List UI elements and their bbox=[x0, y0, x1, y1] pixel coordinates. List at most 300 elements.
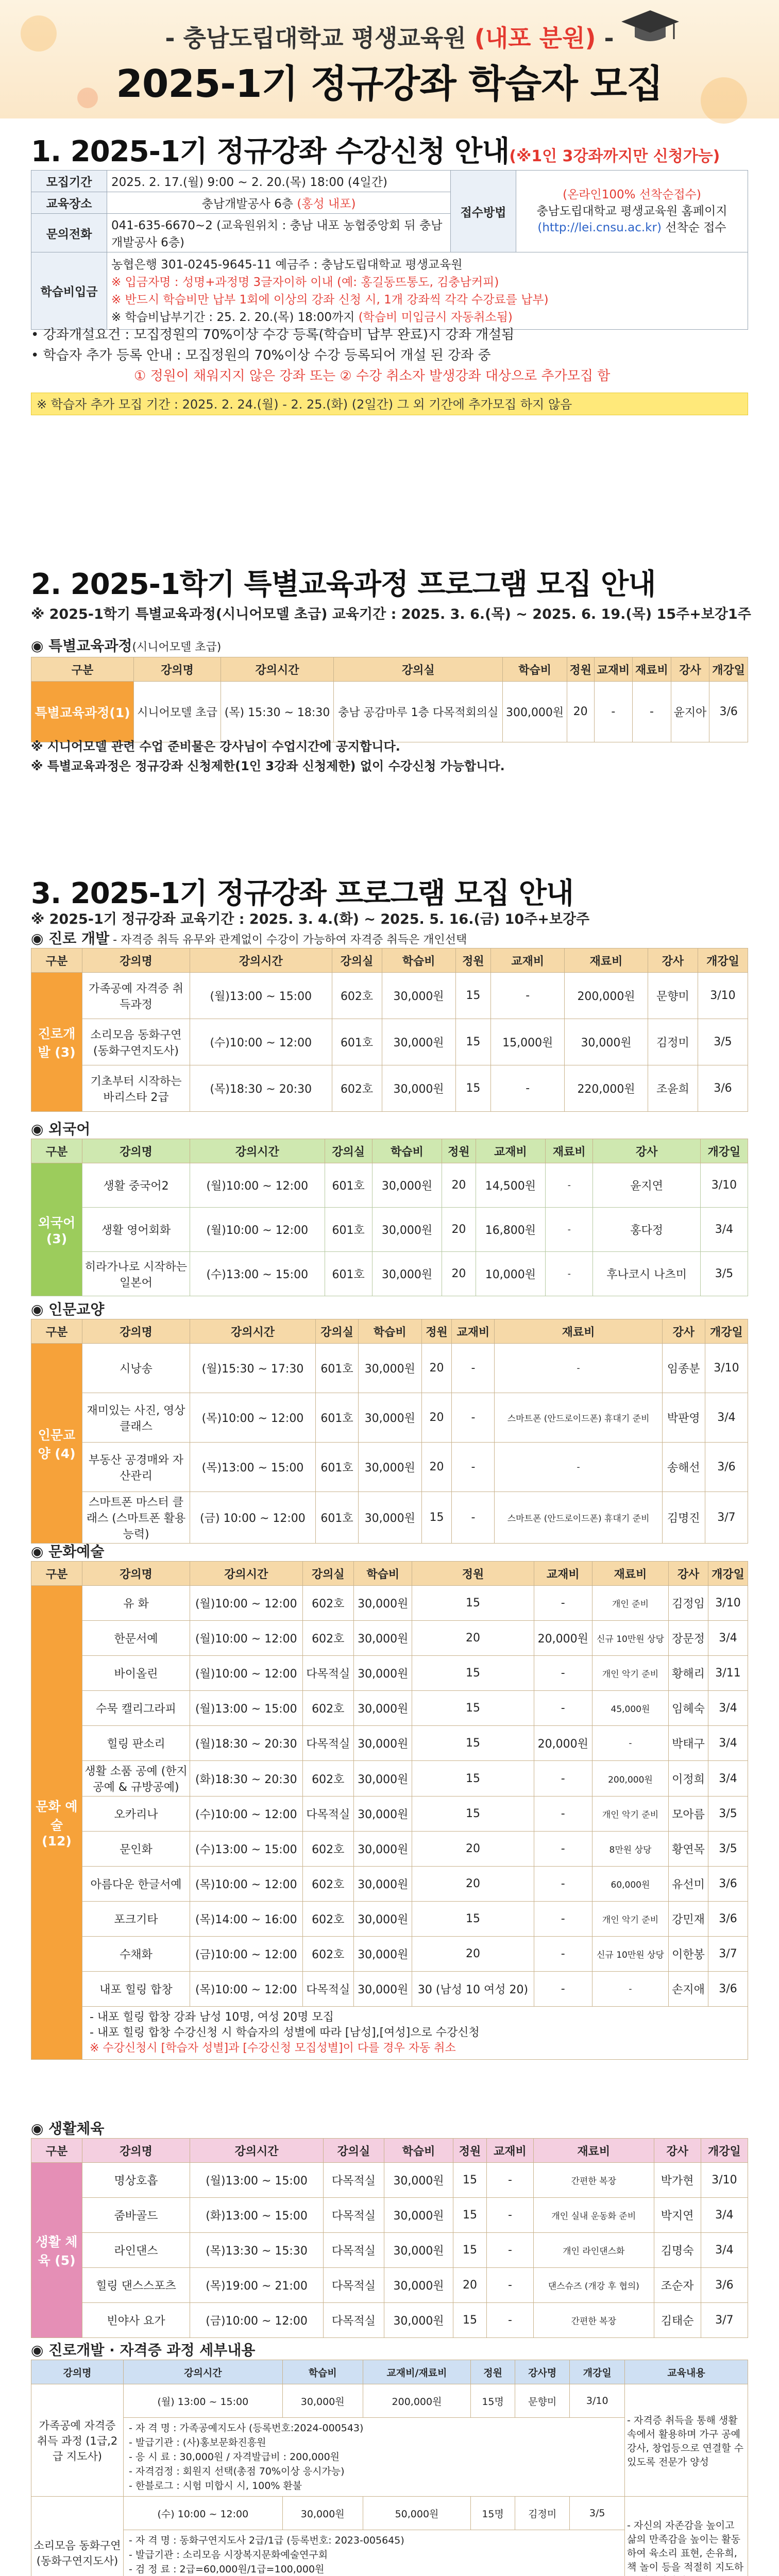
table-cell: 후나코시 나츠미 bbox=[593, 1252, 701, 1296]
table-cell: 30,000원 bbox=[354, 1937, 412, 1972]
column-header: 교재비 bbox=[486, 2139, 533, 2163]
column-header: 재료비 bbox=[495, 1319, 662, 1344]
table-cell: 힐링 판소리 bbox=[82, 1726, 190, 1761]
table-cell: 박태구 bbox=[669, 1726, 708, 1761]
column-header: 구분 bbox=[31, 948, 82, 973]
table-cell: 15 bbox=[453, 2198, 487, 2233]
table-cell: (목)10:00 ~ 12:00 bbox=[190, 1393, 316, 1443]
table-row bbox=[31, 2384, 748, 2418]
table-cell: 특별교육과정(1) bbox=[31, 682, 134, 742]
table-cell: 30,000원 bbox=[354, 1726, 412, 1761]
table-row bbox=[31, 682, 748, 742]
column-header: 정원 bbox=[567, 657, 594, 682]
table-cell: 3/6 bbox=[705, 1443, 748, 1492]
table-cell: 20 bbox=[442, 1163, 476, 1208]
table-cell: 30,000원 bbox=[384, 2163, 453, 2198]
table-cell: 602호 bbox=[302, 1867, 353, 1902]
header-banner bbox=[0, 0, 779, 118]
table-cell: 임종분 bbox=[662, 1344, 705, 1393]
choir-note: - 내포 힐링 합창 수강신청 시 학습자의 성별에 따라 [남성],[여성]으로 수강신청 bbox=[90, 2026, 480, 2039]
table-cell: - bbox=[534, 1972, 592, 2007]
table-cell: 601호 bbox=[332, 1019, 382, 1065]
table-cell: 3/4 bbox=[700, 1208, 748, 1252]
table-cell: 3/6 bbox=[708, 1972, 748, 2007]
column-header: 교재비 bbox=[452, 1319, 495, 1344]
table-cell: - bbox=[495, 1344, 662, 1393]
table-cell: 30,000원 bbox=[382, 1065, 455, 1112]
table-cell: 30,000원 bbox=[354, 1656, 412, 1691]
table-cell: 15 bbox=[455, 1019, 491, 1065]
page-title: 2025-1기 정규강좌 학습자 모집 bbox=[116, 62, 663, 106]
table-cell: 3/11 bbox=[708, 1656, 748, 1691]
table-cell: (수)10:00 ~ 12:00 bbox=[190, 1019, 332, 1065]
column-header: 개강일 bbox=[701, 2139, 748, 2163]
column-header: 개강일 bbox=[698, 948, 748, 973]
table-cell: (월)18:30 ~ 20:30 bbox=[190, 1726, 303, 1761]
table-cell: 시니어모델 초급 bbox=[134, 682, 221, 742]
table-cell: 30 (남성 10 여성 20) bbox=[412, 1972, 534, 2007]
table-cell: 20 bbox=[412, 1621, 534, 1656]
section3-title: 3. 2025-1기 정규강좌 프로그램 모집 안내 bbox=[31, 877, 574, 910]
sports-course-table bbox=[31, 2138, 748, 2338]
table-cell: 601호 bbox=[315, 1443, 358, 1492]
table-cell: 30,000원 bbox=[354, 1621, 412, 1656]
table-cell: 30,000원 bbox=[354, 1691, 412, 1726]
table-cell: 댄스슈즈 (개강 후 협의) bbox=[534, 2268, 654, 2303]
column-header: 교재비/재료비 bbox=[363, 2360, 471, 2384]
table-cell: 임헤숙 bbox=[669, 1691, 708, 1726]
table-cell: 3/10 bbox=[708, 1586, 748, 1621]
table-cell: (목)13:00 ~ 15:00 bbox=[190, 1443, 316, 1492]
table-cell: 유 화 bbox=[82, 1586, 190, 1621]
table-header bbox=[31, 657, 748, 682]
table-cell: - bbox=[452, 1443, 495, 1492]
table-cell: 개인 준비 bbox=[592, 1586, 668, 1621]
column-header: 개강일 bbox=[705, 1319, 748, 1344]
table-cell: 30,000원 bbox=[354, 1586, 412, 1621]
table-cell: 가족공예 자격증 취득과정 bbox=[82, 973, 190, 1019]
column-header: 강의명 bbox=[134, 657, 221, 682]
table-cell: 재미있는 사진, 영상 클래스 bbox=[82, 1393, 190, 1443]
table-cell: - bbox=[486, 2198, 533, 2233]
column-header: 학습비 bbox=[382, 948, 455, 973]
table-row bbox=[31, 1163, 748, 1208]
table-cell: (목)19:00 ~ 21:00 bbox=[190, 2268, 324, 2303]
category-cell: 진로개발 (3) bbox=[31, 973, 82, 1112]
table-cell: 15 bbox=[412, 1761, 534, 1797]
table-cell: 30,000원 bbox=[372, 1208, 442, 1252]
column-header: 학습비 bbox=[384, 2139, 453, 2163]
column-header: 강의실 bbox=[334, 657, 503, 682]
table-cell: 15명 bbox=[471, 2497, 515, 2530]
table-cell: 윤지연 bbox=[593, 1163, 701, 1208]
table-cell: - bbox=[491, 1065, 565, 1112]
column-header: 개강일 bbox=[700, 1139, 748, 1163]
table-cell: (월)13:00 ~ 15:00 bbox=[190, 2163, 324, 2198]
table-cell: (목)10:00 ~ 12:00 bbox=[190, 1972, 303, 2007]
column-header: 강의명 bbox=[82, 1562, 190, 1586]
table-row bbox=[31, 1621, 748, 1656]
certificate-info-line: - 한블로그 : 시험 미합시 시, 100% 환불 bbox=[129, 2480, 302, 2492]
column-header: 강의실 bbox=[302, 1562, 353, 1586]
section2-title: 2. 2025-1학기 특별교육과정 프로그램 모집 안내 bbox=[31, 568, 656, 601]
table-header bbox=[31, 2360, 748, 2384]
column-header: 강사 bbox=[669, 1562, 708, 1586]
table-cell: (수) 10:00 ~ 12:00 bbox=[124, 2497, 283, 2530]
column-header: 정원 bbox=[421, 1319, 452, 1344]
table-cell: (금)10:00 ~ 12:00 bbox=[190, 1937, 303, 1972]
language-heading: ◉ 외국어 bbox=[31, 1121, 91, 1138]
table-cell: 3/5 bbox=[570, 2497, 625, 2530]
column-header: 강의실 bbox=[325, 1139, 372, 1163]
table-cell: 송해선 bbox=[662, 1443, 705, 1492]
table-cell: 유선미 bbox=[669, 1867, 708, 1902]
certificate-info-line: - 자 격 명 : 가족공예지도사 (등록번호:2024-000543) bbox=[129, 2422, 364, 2434]
table-cell: 30,000원 bbox=[384, 2198, 453, 2233]
column-header: 정원 bbox=[471, 2360, 515, 2384]
table-cell: 박판영 bbox=[662, 1393, 705, 1443]
table-cell: 30,000원 bbox=[382, 973, 455, 1019]
table-cell: 간편한 복장 bbox=[534, 2163, 654, 2198]
column-header: 구분 bbox=[31, 1562, 82, 1586]
table-row bbox=[31, 1208, 748, 1252]
table-cell: 김정미 bbox=[648, 1019, 698, 1065]
table-cell: 30,000원 bbox=[354, 1867, 412, 1902]
table-cell: 15 bbox=[453, 2303, 487, 2338]
career-heading: ◉ 진로 개발 - 자격증 취득 유무와 관계없이 수강이 가능하여 자격증 취득은 개인선택 bbox=[31, 930, 467, 947]
table-cell: - bbox=[546, 1252, 593, 1296]
category-cell: 인문교양 (4) bbox=[31, 1344, 82, 1544]
table-row bbox=[31, 1726, 748, 1761]
table-row bbox=[31, 1019, 748, 1065]
certificate-detail-table bbox=[31, 2360, 748, 2576]
column-header: 학습비 bbox=[354, 1562, 412, 1586]
table-cell: 601호 bbox=[315, 1393, 358, 1443]
culture-heading: ◉ 문화예술 bbox=[31, 1543, 105, 1560]
table-cell: 한문서예 bbox=[82, 1621, 190, 1656]
certificate-info-line: - 발급기관 : 소리모음 시장복지문화예술연구회 bbox=[129, 2549, 328, 2561]
table-cell: 히라가나로 시작하는 일본어 bbox=[82, 1252, 190, 1296]
label-apply: 접수방법 bbox=[451, 171, 516, 252]
table-cell: (월)13:00 ~ 15:00 bbox=[190, 973, 332, 1019]
table-row bbox=[31, 2163, 748, 2198]
column-header: 재료비 bbox=[546, 1139, 593, 1163]
table-cell: 14,500원 bbox=[476, 1163, 546, 1208]
table-cell: - bbox=[534, 1761, 592, 1797]
table-cell: 200,000원 bbox=[592, 1761, 668, 1797]
table-cell: 602호 bbox=[332, 1065, 382, 1112]
table-cell: (월)10:00 ~ 12:00 bbox=[190, 1163, 325, 1208]
table-cell: 15 bbox=[455, 973, 491, 1019]
table-cell: 개인 악기 준비 bbox=[592, 1656, 668, 1691]
table-cell: 20 bbox=[412, 1937, 534, 1972]
table-cell: - bbox=[491, 973, 565, 1019]
table-cell: (금)10:00 ~ 12:00 bbox=[190, 2303, 324, 2338]
table-cell: 다목적실 bbox=[324, 2233, 384, 2268]
table-cell: (목)13:30 ~ 15:30 bbox=[190, 2233, 324, 2268]
table-cell: 황해리 bbox=[669, 1656, 708, 1691]
table-cell: 300,000원 bbox=[503, 682, 567, 742]
table-cell: 200,000원 bbox=[363, 2384, 471, 2418]
table-cell: 김명숙 bbox=[654, 2233, 701, 2268]
table-cell: 30,000원 bbox=[359, 1344, 421, 1393]
course-name-cell: 소리모음 동화구연 (동화구연지도사) bbox=[31, 2497, 124, 2576]
table-cell: - bbox=[546, 1163, 593, 1208]
table-cell: 20 bbox=[412, 1867, 534, 1902]
table-cell: 15 bbox=[453, 2163, 487, 2198]
column-header: 강의명 bbox=[31, 2360, 124, 2384]
column-header: 정원 bbox=[442, 1139, 476, 1163]
section3-period: ※ 2025-1기 정규강좌 교육기간 : 2025. 3. 4.(화) ~ 2025. 5. 16.(금) 10주+보강주 bbox=[31, 911, 590, 927]
column-header: 교재비 bbox=[534, 1562, 592, 1586]
column-header: 강사 bbox=[648, 948, 698, 973]
table-cell: 이정희 bbox=[669, 1761, 708, 1797]
table-cell: - bbox=[495, 1443, 662, 1492]
table-cell: (월) 13:00 ~ 15:00 bbox=[124, 2384, 283, 2418]
table-cell: 3/4 bbox=[708, 1621, 748, 1656]
table-cell: 다목적실 bbox=[302, 1972, 353, 2007]
column-header: 정원 bbox=[453, 2139, 487, 2163]
table-cell: (월)15:30 ~ 17:30 bbox=[190, 1344, 316, 1393]
table-cell: 3/6 bbox=[709, 682, 748, 742]
choir-notes bbox=[82, 2007, 748, 2060]
table-row bbox=[31, 1656, 748, 1691]
table-cell: 20 bbox=[442, 1208, 476, 1252]
table-cell: 220,000원 bbox=[565, 1065, 648, 1112]
table-cell: - bbox=[452, 1344, 495, 1393]
table-cell: - bbox=[534, 1586, 592, 1621]
table-header bbox=[31, 1139, 748, 1163]
table-cell: - bbox=[534, 1656, 592, 1691]
column-header: 재료비 bbox=[592, 1562, 668, 1586]
choir-note: ※ 수강신청시 [학습자 성별]과 [수강신청 모집성별]이 다를 경우 자동 취소 bbox=[90, 2042, 456, 2055]
table-cell: 30,000원 bbox=[372, 1252, 442, 1296]
table-cell: - bbox=[534, 1867, 592, 1902]
table-cell: 10,000원 bbox=[476, 1252, 546, 1296]
table-cell: 줌바골드 bbox=[82, 2198, 190, 2233]
column-header: 강사 bbox=[654, 2139, 701, 2163]
registration-info-table bbox=[31, 170, 748, 330]
table-cell: - bbox=[486, 2268, 533, 2303]
table-cell: (월)10:00 ~ 12:00 bbox=[190, 1621, 303, 1656]
career-course-table bbox=[31, 948, 748, 1112]
table-cell: 조윤희 bbox=[648, 1065, 698, 1112]
column-header: 강사 bbox=[593, 1139, 701, 1163]
table-cell: - bbox=[534, 1902, 592, 1937]
humanities-heading: ◉ 인문교양 bbox=[31, 1301, 105, 1318]
table-cell: 200,000원 bbox=[565, 973, 648, 1019]
section1-title: 1. 2025-1기 정규강좌 수강신청 안내(※1인 3강좌까지만 신청가능) bbox=[31, 135, 720, 168]
column-header: 강의명 bbox=[82, 948, 190, 973]
table-row bbox=[31, 1586, 748, 1621]
column-header: 개강일 bbox=[708, 1562, 748, 1586]
table-cell: 김태순 bbox=[654, 2303, 701, 2338]
table-cell: 602호 bbox=[302, 1691, 353, 1726]
table-cell: 30,000원 bbox=[282, 2384, 363, 2418]
value-place: 충남개발공사 6층 (홍성 내포) bbox=[107, 192, 451, 214]
table-cell: (수)13:00 ~ 15:00 bbox=[190, 1832, 303, 1867]
table-cell: 아름다운 한글서예 bbox=[82, 1867, 190, 1902]
table-cell: 602호 bbox=[302, 1902, 353, 1937]
column-header: 재료비 bbox=[633, 657, 671, 682]
table-cell: 3/6 bbox=[698, 1065, 748, 1112]
category-cell: 생활 체육 (5) bbox=[31, 2163, 82, 2338]
table-cell: 박가현 bbox=[654, 2163, 701, 2198]
table-cell: 다목적실 bbox=[302, 1726, 353, 1761]
table-cell: 스마트폰 (안드로이드폰) 휴대기 준비 bbox=[495, 1393, 662, 1443]
table-row bbox=[31, 1065, 748, 1112]
table-cell: 30,000원 bbox=[282, 2497, 363, 2530]
table-cell: 다목적실 bbox=[302, 1656, 353, 1691]
table-cell: 3/4 bbox=[708, 1761, 748, 1797]
value-fee: 농협은행 301-0245-9645-11 예금주 : 충남도립대학교 평생교육원 ※ 입금자명 : 성명+과정명 3글자이하 이내 (예: 홍길동뜨통도, 김충남커피) ※ 반드시 학습비만 납부 1회에 이상의 강좌 신청 시, 1개 강좌씩 각각 수강료를 납부) ※ 학습비납부기간 : 25. 2. 20.(목) 18:00까지 (학습비 미입금시 자동취소됨) bbox=[107, 252, 748, 330]
table-cell: 602호 bbox=[302, 1586, 353, 1621]
table-cell: 박지연 bbox=[654, 2198, 701, 2233]
table-cell: 30,000원 bbox=[372, 1163, 442, 1208]
column-header: 강사명 bbox=[515, 2360, 569, 2384]
table-cell: 3/4 bbox=[708, 1726, 748, 1761]
table-cell: 3/4 bbox=[701, 2233, 748, 2268]
table-cell: 15 bbox=[421, 1492, 452, 1544]
column-header: 구분 bbox=[31, 1139, 82, 1163]
table-row bbox=[31, 1937, 748, 1972]
column-header: 구분 bbox=[31, 657, 134, 682]
label-contact: 문의전화 bbox=[31, 214, 107, 252]
column-header: 강의시간 bbox=[221, 657, 334, 682]
table-row bbox=[31, 2303, 748, 2338]
table-row bbox=[31, 1492, 748, 1544]
table-cell: 20,000원 bbox=[534, 1726, 592, 1761]
column-header: 강의시간 bbox=[190, 948, 332, 973]
table-cell: 3/6 bbox=[708, 1902, 748, 1937]
table-cell: 손지애 bbox=[669, 1972, 708, 2007]
table-row bbox=[31, 1443, 748, 1492]
table-cell: 601호 bbox=[315, 1344, 358, 1393]
table-cell: 장문정 bbox=[669, 1621, 708, 1656]
label-fee: 학습비입금 bbox=[31, 252, 107, 330]
table-cell: 문향미 bbox=[648, 973, 698, 1019]
value-period: 2025. 2. 17.(월) 9:00 ~ 2. 20.(목) 18:00 (4일간) bbox=[107, 171, 451, 192]
table-cell: 16,800원 bbox=[476, 1208, 546, 1252]
column-header: 강사 bbox=[662, 1319, 705, 1344]
table-cell: - bbox=[592, 1726, 668, 1761]
humanities-course-table bbox=[31, 1319, 748, 1544]
table-cell: 김정미 bbox=[515, 2497, 569, 2530]
table-cell: (목)14:00 ~ 16:00 bbox=[190, 1902, 303, 1937]
table-cell: 15 bbox=[412, 1797, 534, 1832]
table-cell: 20 bbox=[421, 1393, 452, 1443]
table-cell: - bbox=[546, 1208, 593, 1252]
table-cell: (목) 15:30 ~ 18:30 bbox=[221, 682, 334, 742]
table-cell: 601호 bbox=[315, 1492, 358, 1544]
table-cell: - bbox=[534, 1797, 592, 1832]
section2-period: ※ 2025-1학기 특별교육과정(시니어모델 초급) 교육기간 : 2025. 3. 6.(목) ~ 2025. 6. 19.(목) 15주+보강1주 bbox=[31, 606, 751, 622]
certificate-info-cell bbox=[124, 2418, 625, 2497]
label-place: 교육장소 bbox=[31, 192, 107, 214]
column-header: 강의시간 bbox=[124, 2360, 283, 2384]
table-cell: (화)18:30 ~ 20:30 bbox=[190, 1761, 303, 1797]
column-header: 교육내용 bbox=[625, 2360, 748, 2384]
column-header: 학습비 bbox=[503, 657, 567, 682]
table-cell: 3/7 bbox=[708, 1937, 748, 1972]
table-cell: 20,000원 bbox=[534, 1621, 592, 1656]
table-cell: - bbox=[452, 1492, 495, 1544]
table-cell: 부동산 공경매와 자산관리 bbox=[82, 1443, 190, 1492]
table-cell: 윤지아 bbox=[671, 682, 709, 742]
table-cell: (금) 10:00 ~ 12:00 bbox=[190, 1492, 316, 1544]
table-cell: 모아름 bbox=[669, 1797, 708, 1832]
column-header: 교재비 bbox=[476, 1139, 546, 1163]
table-cell: 15명 bbox=[471, 2384, 515, 2418]
table-cell: 3/5 bbox=[700, 1252, 748, 1296]
table-cell: 20 bbox=[453, 2268, 487, 2303]
table-cell: 강민재 bbox=[669, 1902, 708, 1937]
value-contact: 041-635-6670~2 (교육원위치 : 충남 내포 농협중앙회 뒤 충남개발공사 6층) bbox=[107, 214, 451, 252]
table-cell: 생활 소품 공예 (한지공예 & 규방공예) bbox=[82, 1761, 190, 1797]
table-cell: 3/10 bbox=[698, 973, 748, 1019]
table-cell: 수묵 캘리그라피 bbox=[82, 1691, 190, 1726]
table-row bbox=[31, 2233, 748, 2268]
table-cell: 황연목 bbox=[669, 1832, 708, 1867]
choir-name: 내포 힐링 합창 bbox=[99, 1984, 173, 1996]
description-cell: - 자신의 자존감을 높이고 삶의 만족감을 높이는 활동하여 육소리 표현, 손유희, 책 놀이 등을 적절히 지도하 bbox=[625, 2497, 748, 2576]
table-cell: (목)18:30 ~ 20:30 bbox=[190, 1065, 332, 1112]
category-cell: 외국어 (3) bbox=[31, 1163, 82, 1296]
certificate-info-line: - 응 시 료 : 30,000원 / 자격발급비 : 200,000원 bbox=[129, 2451, 340, 2463]
table-cell: 30,000원 bbox=[354, 1797, 412, 1832]
culture-course-table bbox=[31, 1561, 748, 2060]
table-cell: 30,000원 bbox=[384, 2268, 453, 2303]
course-name-cell: 가족공예 자격증 취득 과정 (1급,2급 지도사) bbox=[31, 2384, 124, 2497]
table-row bbox=[31, 1832, 748, 1867]
table-row bbox=[31, 1344, 748, 1393]
column-header: 강의실 bbox=[332, 948, 382, 973]
column-header: 강의명 bbox=[82, 1139, 190, 1163]
table-cell: 생활 중국어2 bbox=[82, 1163, 190, 1208]
table-cell: 스마트폰 (안드로이드폰) 휴대기 준비 bbox=[495, 1492, 662, 1544]
additional-recruitment-banner: ※ 학습자 추가 모집 기간 : 2025. 2. 24.(월) - 2. 25.(화) (2일간) 그 외 기간에 추가모집 하지 않음 bbox=[31, 393, 748, 415]
category-cell: 문화 예술 (12) bbox=[31, 1586, 82, 2060]
table-row bbox=[31, 1252, 748, 1296]
label-period: 모집기간 bbox=[31, 171, 107, 192]
table-header bbox=[31, 948, 748, 973]
table-cell: (월)10:00 ~ 12:00 bbox=[190, 1586, 303, 1621]
table-cell: - bbox=[486, 2163, 533, 2198]
table-cell: - bbox=[633, 682, 671, 742]
column-header: 학습비 bbox=[359, 1319, 421, 1344]
certificate-info-line: - 검 정 료 : 2급=60,000원/1급=100,000원 bbox=[129, 2564, 325, 2575]
column-header: 강의시간 bbox=[190, 1319, 316, 1344]
table-cell: 3/7 bbox=[705, 1492, 748, 1544]
column-header: 개강일 bbox=[570, 2360, 625, 2384]
table-cell: 시낭송 bbox=[82, 1344, 190, 1393]
sports-heading: ◉ 생활체육 bbox=[31, 2120, 105, 2137]
column-header: 학습비 bbox=[282, 2360, 363, 2384]
detail-heading: ◉ 진로개발 · 자격증 과정 세부내용 bbox=[31, 2342, 256, 2359]
table-cell: 30,000원 bbox=[354, 1902, 412, 1937]
table-cell: 김명진 bbox=[662, 1492, 705, 1544]
table-cell: - bbox=[594, 682, 633, 742]
table-cell: 602호 bbox=[302, 1621, 353, 1656]
table-cell: 15 bbox=[453, 2233, 487, 2268]
homepage-link[interactable]: (http://lei.cnsu.ac.kr) bbox=[537, 221, 662, 234]
table-cell: 충남 공감마루 1층 다목적회의실 bbox=[334, 682, 503, 742]
table-cell: 홍다정 bbox=[593, 1208, 701, 1252]
table-cell: 3/7 bbox=[701, 2303, 748, 2338]
table-cell: 명상호흡 bbox=[82, 2163, 190, 2198]
value-apply: (온라인100% 선착순접수) 충남도립대학교 평생교육원 홈페이지 (http://lei.cnsu.ac.kr) 선착순 접수 bbox=[516, 171, 748, 252]
table-cell: (화)13:00 ~ 15:00 bbox=[190, 2198, 324, 2233]
